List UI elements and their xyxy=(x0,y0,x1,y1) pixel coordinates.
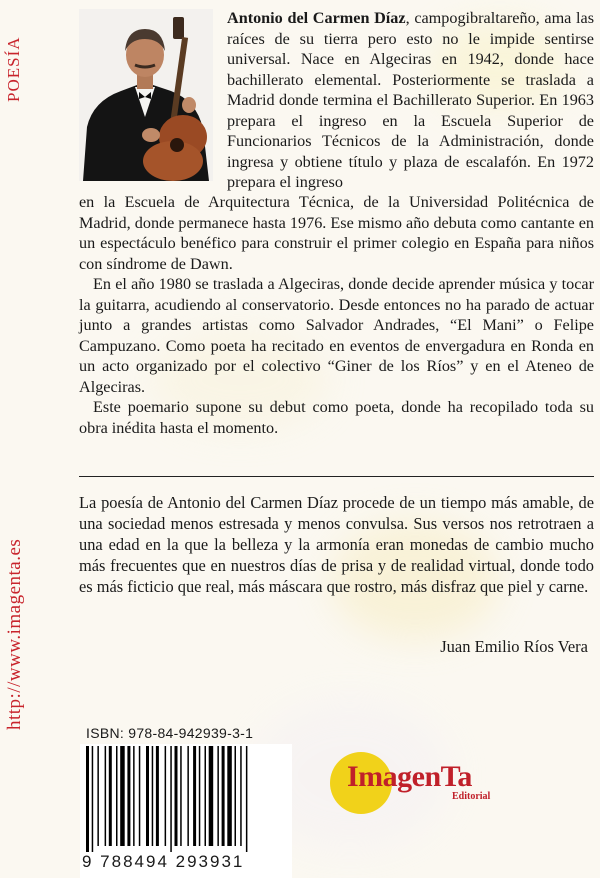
critique-text: La poesía de Antonio del Carmen Díaz procede de un tiempo más amable, de una sociedad menos estresada y menos convulsa. Sus versos nos retrotraen a una edad en la que la belleza y la armonía eran monedas de cambio mucho más frecuentes que en nuestros días de prisa y de realidad virtual, donde todo es más ficticio que real, más máscara que rostro, más disfraz que piel y carne. xyxy=(79,493,594,596)
author-with-guitar-image xyxy=(79,9,213,181)
publisher-url-link[interactable]: http://www.imagenta.es xyxy=(4,538,25,730)
author-bio-body xyxy=(79,192,594,438)
bio-continuation: en la Escuela de Arquitectura Técnica, de la Universidad Politécnica de Madrid, donde permanece hasta 1976. Ese mismo año debuta como cantante en un espectáculo benéfico para construir el primer colegio en España para niños con síndrome de Dawn. xyxy=(79,193,594,273)
section-divider xyxy=(79,476,594,477)
author-name: Antonio del Carmen Díaz xyxy=(227,9,406,27)
critique-author: Juan Emilio Ríos Vera xyxy=(440,637,588,656)
section-label: POESÍA xyxy=(4,36,23,102)
isbn-label: ISBN: 978-84-942939-3-1 xyxy=(86,725,254,741)
barcode-bars xyxy=(80,744,292,854)
bio-paragraph-2: En el año 1980 se traslada a Algeciras, donde decide aprender música y tocar la guitarra, acudiendo al conservatorio. Desde entonces no ha parado de actuar junto a grandes artistas como Salvador Andrades, “El Mani” o Felipe Campuzano. Como poeta ha recitado en eventos de envergadura en Ronda en un acto organizado por el colectivo “Giner de los Ríos” y en el Ateneo de Algeciras. xyxy=(79,275,594,396)
author-bio-intro xyxy=(227,8,594,193)
publisher-logo: ImagenTa xyxy=(347,760,472,793)
publisher-subtitle: Editorial xyxy=(452,791,491,802)
barcode-digits: 9 788494 293931 xyxy=(82,852,290,872)
bio-paragraph-3: Este poemario supone su debut como poeta, donde ha recopilado toda su obra inédita hasta el momento. xyxy=(79,398,594,437)
bio-intro-text: , campogibraltareño, ama las raíces de su tierra pero esto no le impide sentirse universal. Nace en Algeciras en 1942, donde hace bachillerato elemental. Posteriormente se traslada a Madrid donde termina el Bachillerato Superior. En 1963 prepara el ingreso en la Escuela Superior de Funcionarios Técnicos de la Administración, donde ingresa y obtiene título y plaza de escalafón. En 1972 prepara el ingreso xyxy=(227,9,595,191)
author-photo xyxy=(79,9,213,181)
